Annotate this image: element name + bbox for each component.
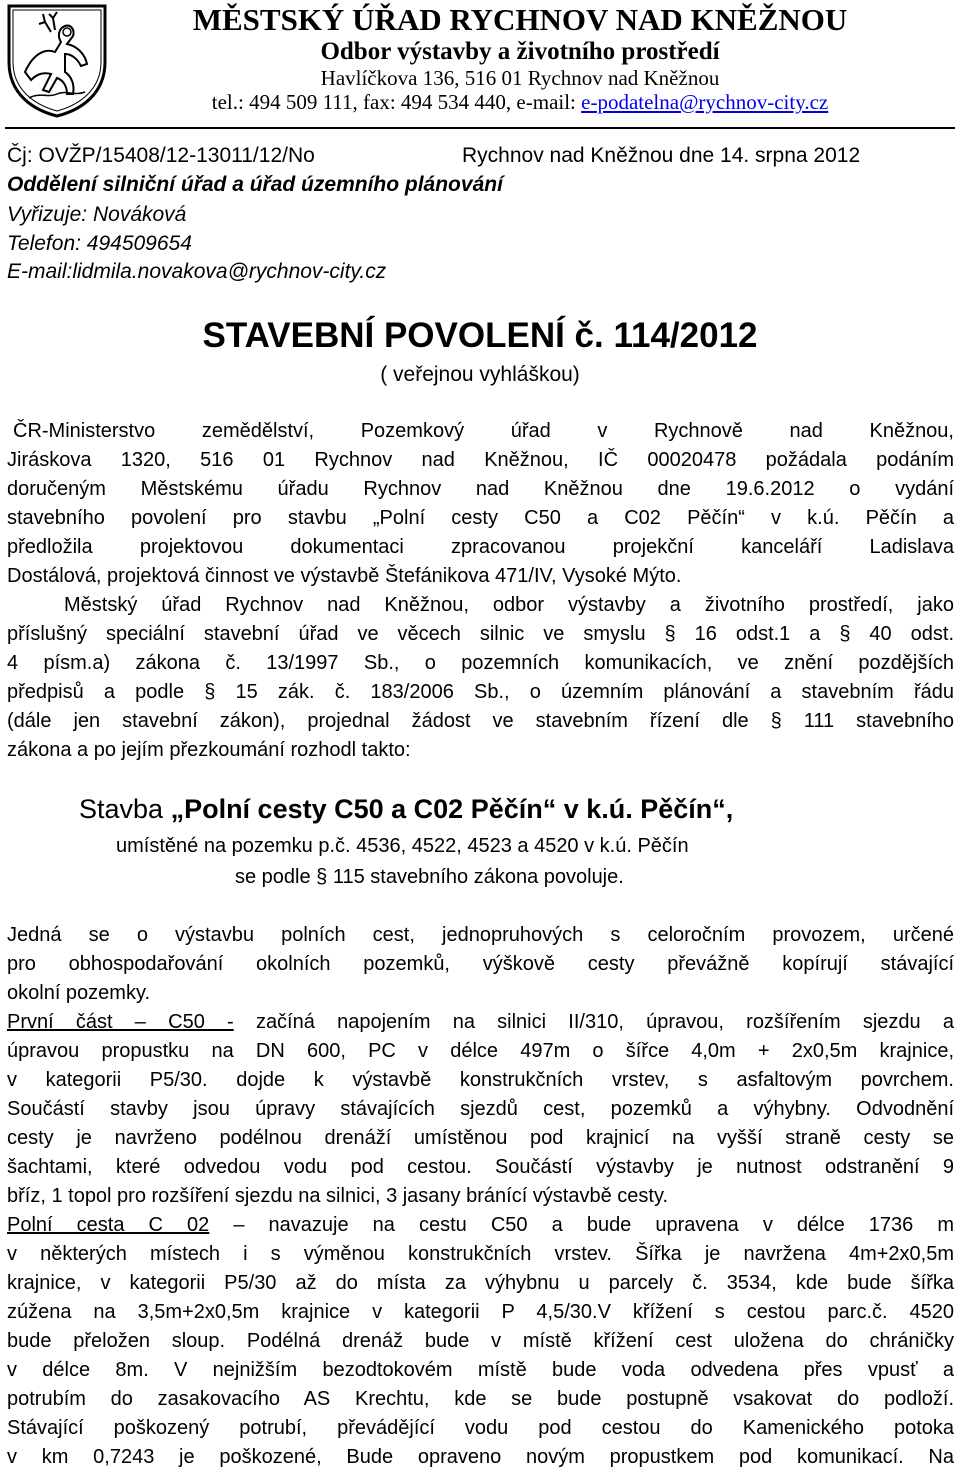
part2-line: Stávající poškozený potrubí, převádějící vodu pod cestou do Kamenického potoka: [7, 1417, 954, 1439]
document-title: STAVEBNÍ POVOLENÍ č. 114/2012: [202, 316, 758, 355]
part1-text: začíná napojením na silnici II/310, úpravou, rozšířením sjezdu a: [233, 1011, 954, 1033]
construction-prefix: Stavba: [79, 794, 171, 824]
part1-line: šachtami, které odvedou vodu pod cestou. Součástí výstavby je nutnost odstranění 9: [7, 1156, 954, 1178]
decision-line: Městský úřad Rychnov nad Kněžnou, odbor výstavby a životního prostředí, jako: [64, 594, 954, 616]
header-rule: [5, 127, 955, 129]
part1-line: Součástí stavby jsou úpravy stávajících sjezdů cest, pozemků a výhybny. Odvodnění: [7, 1098, 954, 1120]
decision-line: zákona a po jejím přezkoumání rozhodl takto:: [7, 739, 411, 761]
intro-line: ČR-Ministerstvo zemědělství, Pozemkový úřad v Rychnově nad Kněžnou,: [13, 420, 954, 442]
construction-location: umístěné na pozemku p.č. 4536, 4522, 4523 a 4520 v k.ú. Pěčín: [116, 835, 689, 857]
decision-line: příslušný speciální stavební úřad ve věcech silnic ve smyslu § 16 odst.1 a § 40 odst.: [7, 623, 954, 645]
part1-line: [7, 1012, 954, 1032]
part1-line: v kategorii P5/30. dojde k výstavbě konstrukčních vrstev, s asfaltovým povrchem.: [7, 1069, 954, 1091]
part2-line: potrubím do zasakovacího AS Krechtu, kde se bude postupně vsakovat do podloží.: [7, 1388, 954, 1410]
decision-line: 4 písm.a) zákona č. 13/1997 Sb., o pozemních komunikacích, ve znění pozdějších: [7, 652, 954, 674]
intro-line: stavebního povolení pro stavbu „Polní cesty C50 a C02 Pěčín“ v k.ú. Pěčín a: [7, 507, 954, 529]
contact-text: tel.: 494 509 111, fax: 494 534 440, e-mail:: [211, 90, 582, 114]
part2-line: krajnice, v kategorii P5/30 až do místa za výhybnu u parcely č. 3534, kde bude šířka: [7, 1272, 954, 1294]
intro-line: předložila projektovou dokumentaci zpracovanou projekční kanceláří Ladislava: [7, 536, 954, 558]
construction-permit: se podle § 115 stavebního zákona povoluje.: [235, 866, 624, 888]
construction-title: [79, 794, 733, 825]
reference-number: Čj: OVŽP/15408/12-13011/12/No: [7, 144, 315, 167]
part2-line: v některých místech i s výměnou konstrukčních vrstev. Šířka je navržena 4m+2x0,5m: [7, 1243, 954, 1265]
part2-line: v km 0,7243 je poškozené, Bude opraveno novým propustkem pod komunikací. Na: [7, 1446, 954, 1468]
part2-line: [7, 1215, 954, 1235]
part2-line: zúžena na 3,5m+2x0,5m krajnice v kategorii P 4,5/30.V křížení s cestou parc.č. 4520: [7, 1301, 954, 1323]
department-name: Odbor výstavby a životního prostředí: [320, 38, 720, 65]
section-name: Oddělení silniční úřad a úřad územního plánování: [7, 173, 503, 196]
coat-of-arms-logo: [5, 2, 109, 118]
part2-line: bude přeložen sloup. Podélná drenáž bude v místě křížení cest uložena do chráničky: [7, 1330, 954, 1352]
description-line: Jedná se o výstavbu polních cest, jednopruhových s celoročním provozem, určené: [7, 924, 954, 946]
decision-line: předpisů a podle § 15 zák. č. 183/2006 Sb., o územním plánování a stavebním řádu: [7, 681, 954, 703]
part1-line: bříz, 1 topol pro rozšíření sjezdu na silnici, 3 jasany bránící výstavbě cesty.: [7, 1185, 669, 1207]
description-line: pro obhospodařování okolních pozemků, výškově cesty převážně kopírují stávající: [7, 953, 954, 975]
office-contact: [160, 90, 880, 114]
description-line: okolní pozemky.: [7, 982, 151, 1004]
construction-name: „Polní cesty C50 a C02 Pěčín“ v k.ú. Pěčín“,: [170, 794, 734, 824]
place-date: Rychnov nad Kněžnou dne 14. srpna 2012: [462, 144, 861, 167]
part2-label: Polní cesta C 02: [7, 1214, 210, 1236]
handled-by: Vyřizuje: Nováková: [7, 203, 187, 226]
phone: Telefon: 494509654: [7, 232, 192, 255]
part2-text: – navazuje na cestu C50 a bude upravena v délce 1736 m: [209, 1214, 955, 1236]
document-subtitle: ( veřejnou vyhláškou): [380, 363, 580, 386]
intro-line: doručeným Městskému úřadu Rychnov nad Kněžnou dne 19.6.2012 o vydání: [7, 478, 954, 500]
office-name: MĚSTSKÝ ÚŘAD RYCHNOV NAD KNĚŽNOU: [192, 2, 848, 37]
decision-line: (dále jen stavební zákon), projednal žádost ve stavebním řízení dle § 111 stavebního: [7, 710, 954, 732]
intro-line: Dostálová, projektová činnost ve výstavbě Štefánikova 471/IV, Vysoké Mýto.: [7, 565, 682, 587]
contact-email: E-mail:lidmila.novakova@rychnov-city.cz: [7, 260, 387, 283]
intro-line: Jiráskova 1320, 516 01 Rychnov nad Kněžnou, IČ 00020478 požádala podáním: [7, 449, 954, 471]
office-address: Havlíčkova 136, 516 01 Rychnov nad Kněžnou: [320, 66, 720, 90]
part1-line: cesty je navrženo podélnou drenáží umístěnou pod krajnicí na vyšší straně cesty se: [7, 1127, 954, 1149]
part1-line: úpravou propustku na DN 600, PC v délce 497m o šířce 4,0m + 2x0,5m krajnice,: [7, 1040, 954, 1062]
part2-line: v délce 8m. V nejnižším bezodtokovém místě bude voda odvedena přes vpusť a: [7, 1359, 954, 1381]
email-link[interactable]: e-podatelna@rychnov-city.cz: [581, 90, 829, 114]
part1-label: První část – C50 -: [7, 1011, 234, 1033]
